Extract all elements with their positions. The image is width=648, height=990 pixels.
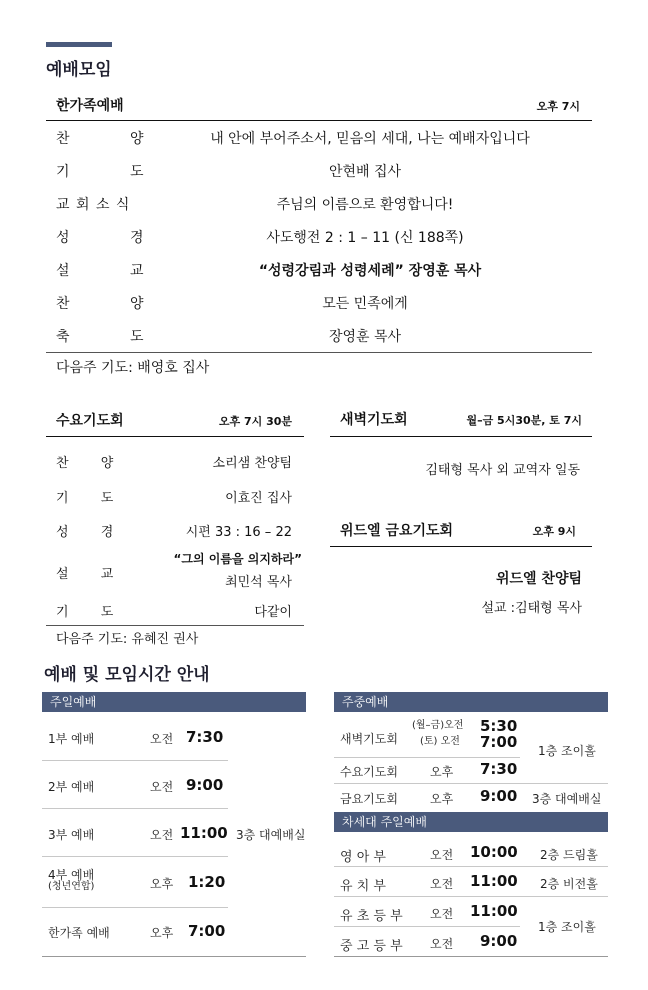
family-label: 설 교 <box>56 263 172 279</box>
next-gen-ampm: 오전 <box>430 848 454 862</box>
wednesday-label: 찬 양 <box>56 456 128 471</box>
weekday-row-divider <box>334 757 520 758</box>
sunday-service-sub: (청년연합) <box>48 881 95 892</box>
sunday-row-divider <box>42 808 228 809</box>
dawn-time: 월–금 5시30분, 토 7시 <box>466 414 582 427</box>
wednesday-time: 오후 7시 30분 <box>218 415 292 428</box>
sunday-service-name: 3부 예배 <box>48 828 95 842</box>
next-gen-ampm: 오전 <box>430 937 454 951</box>
wednesday-sermon-title: “그의 이름을 의지하라” <box>173 552 302 566</box>
family-top-rule <box>46 120 592 121</box>
wednesday-value: 소리샘 찬양팀 <box>212 456 292 471</box>
next-gen-row-divider <box>334 926 520 927</box>
wednesday-bottom-rule <box>46 625 304 626</box>
wednesday-label: 기 도 <box>56 491 128 506</box>
next-gen-time: 10:00 <box>470 843 518 861</box>
weekday-wed-ampm: 오후 <box>430 765 454 779</box>
schedule-title: 예배 및 모임시간 안내 <box>44 665 210 685</box>
sunday-ampm: 오후 <box>150 877 174 891</box>
sunday-time: 7:00 <box>188 922 226 940</box>
family-bottom-rule <box>46 352 592 353</box>
sunday-time: 1:20 <box>188 873 226 891</box>
next-gen-time: 11:00 <box>470 902 518 920</box>
next-gen-name: 영 아 부 <box>340 850 386 865</box>
sunday-service-name: 4부 예배 <box>48 868 95 882</box>
weekday-fri-ampm: 오후 <box>430 792 454 806</box>
dawn-top-rule <box>330 436 592 437</box>
weekday-fri-name: 금요기도회 <box>340 792 398 806</box>
next-gen-place: 2층 드림홀 <box>540 848 598 862</box>
next-gen-place: 2층 비전홀 <box>540 877 598 891</box>
sunday-time: 11:00 <box>180 824 228 842</box>
wednesday-value: 이효진 집사 <box>225 491 292 506</box>
sunday-time: 7:30 <box>186 728 224 746</box>
family-label: 교 회 소 식 <box>56 197 131 213</box>
sunday-ampm: 오전 <box>150 780 174 794</box>
friday-team: 위드엘 찬양팀 <box>495 571 582 587</box>
next-gen-bottom-rule <box>334 956 608 957</box>
sunday-row-divider <box>42 856 228 857</box>
weekday-wed-time: 7:30 <box>480 760 518 778</box>
friday-title: 위드엘 금요기도회 <box>340 523 454 539</box>
wednesday-top-rule <box>46 436 304 437</box>
sunday-service-name: 한가족 예배 <box>48 926 110 940</box>
next-gen-name: 유 초 등 부 <box>340 909 403 924</box>
next-gen-row-divider <box>334 866 608 867</box>
wednesday-value: 다같이 <box>254 605 292 620</box>
section-title: 예배모임 <box>46 60 112 80</box>
family-label: 찬 양 <box>56 296 172 312</box>
weekday-fri-time: 9:00 <box>480 787 518 805</box>
next-gen-name: 유 치 부 <box>340 879 386 894</box>
weekday-header: 주중예배 <box>334 692 608 712</box>
weekday-dawn-time2: 7:00 <box>480 733 518 751</box>
next-gen-time: 11:00 <box>470 872 518 890</box>
wednesday-label: 기 도 <box>56 605 128 620</box>
family-value: “성령강림과 성령세례” 장영훈 목사 <box>258 263 482 279</box>
section-accent-bar <box>46 42 112 47</box>
next-gen-header: 차세대 주일예배 <box>334 812 608 832</box>
next-gen-shared-place: 1층 조이홀 <box>538 920 596 934</box>
wednesday-label: 설 교 <box>56 567 128 582</box>
sunday-service-name: 2부 예배 <box>48 780 95 794</box>
sunday-service-name: 1부 예배 <box>48 732 95 746</box>
weekday-dawn-name: 새벽기도회 <box>340 732 398 746</box>
wednesday-label: 성 경 <box>56 525 128 540</box>
family-value: 모든 민족에게 <box>322 296 408 312</box>
sunday-ampm: 오전 <box>150 732 174 746</box>
weekday-fri-place: 3층 대예배실 <box>532 792 602 806</box>
sunday-row-divider <box>42 907 228 908</box>
family-time: 오후 7시 <box>536 100 580 113</box>
weekday-wed-name: 수요기도회 <box>340 765 398 779</box>
family-value: 장영훈 목사 <box>328 329 402 345</box>
family-value: 사도행전 2 : 1 – 11 (신 188쪽) <box>266 230 464 246</box>
sunday-bottom-rule <box>42 956 306 957</box>
family-value: 안현배 집사 <box>328 164 402 180</box>
next-gen-row-divider <box>334 896 608 897</box>
wednesday-title: 수요기도회 <box>56 413 124 429</box>
weekday-dawn-ampm1: (월–금)오전 <box>412 720 464 731</box>
family-value: 주님의 이름으로 환영합니다! <box>276 197 454 213</box>
weekday-row-divider <box>334 783 608 784</box>
family-next-prayer: 다음주 기도: 배영호 집사 <box>56 360 210 376</box>
weekday-dawn-ampm2: (토) 오전 <box>420 736 460 747</box>
weekday-dawn-time1: 5:30 <box>480 717 518 735</box>
sunday-header: 주일예배 <box>42 692 306 712</box>
sunday-time: 9:00 <box>186 776 224 794</box>
sunday-row-divider <box>42 760 228 761</box>
family-label: 축 도 <box>56 329 172 345</box>
sunday-ampm: 오후 <box>150 926 174 940</box>
sunday-ampm: 오전 <box>150 828 174 842</box>
family-value: 내 안에 부어주소서, 믿음의 세대, 나는 예배자입니다 <box>210 131 530 147</box>
dawn-text: 김태형 목사 외 교역자 일동 <box>425 463 580 478</box>
family-label: 찬 양 <box>56 131 172 147</box>
friday-top-rule <box>330 546 592 547</box>
next-gen-ampm: 오전 <box>430 907 454 921</box>
sunday-place: 3층 대예배실 <box>236 828 306 842</box>
next-gen-ampm: 오전 <box>430 877 454 891</box>
wednesday-next-prayer: 다음주 기도: 유혜진 권사 <box>56 632 199 647</box>
next-gen-time: 9:00 <box>480 932 518 950</box>
wednesday-preacher: 최민석 목사 <box>225 575 292 590</box>
family-label: 기 도 <box>56 164 172 180</box>
wednesday-value: 시편 33 : 16 – 22 <box>185 525 292 540</box>
friday-preacher: 설교 :김태형 목사 <box>481 601 582 616</box>
family-title: 한가족예배 <box>56 98 124 114</box>
next-gen-name: 중 고 등 부 <box>340 939 403 954</box>
dawn-title: 새벽기도회 <box>340 412 408 428</box>
friday-time: 오후 9시 <box>532 525 576 538</box>
weekday-dawn-wed-place: 1층 조이홀 <box>538 744 596 758</box>
family-label: 성 경 <box>56 230 172 246</box>
